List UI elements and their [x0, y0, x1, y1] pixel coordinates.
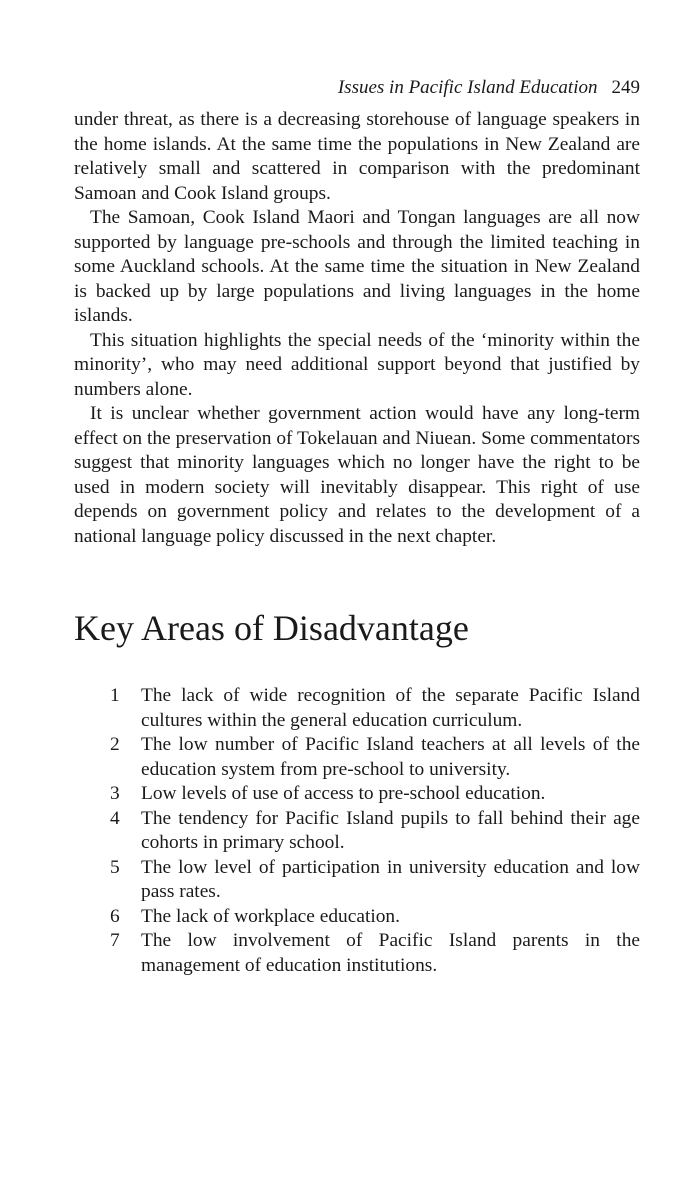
list-item-text: The low level of participation in university education and low pass rates.	[141, 856, 640, 902]
paragraph-continued: under threat, as there is a decreasing storehouse of language speakers in the home islands. At the same time the populations in New Zealand are relatively small and scattered in comparison with the predominant Samoan and Cook Island groups.	[74, 109, 640, 204]
list-item-text: The lack of workplace education.	[141, 905, 400, 927]
list-item-text: Low levels of use of access to pre-school education.	[141, 783, 546, 804]
list-item-number: 4	[110, 807, 120, 829]
paragraph: It is unclear whether government action would have any long-term effect on the preservation of Tokelauan and Niuean. Some commentators suggest that minority languages which no longer have the right to be used in modern society will inevitably disappear. This right of use depends on government policy and relates to the development of a national language policy discussed in the next chapter.	[74, 403, 640, 547]
list-item-number: 1	[110, 685, 120, 706]
list-item	[74, 782, 640, 807]
body-text	[74, 108, 640, 549]
list-item	[74, 856, 640, 905]
list-item-number: 2	[110, 734, 120, 755]
page-number: 249	[611, 77, 640, 98]
list-item-number: 5	[110, 856, 120, 878]
list-item-number: 3	[110, 783, 120, 804]
list-item-text: The tendency for Pacific Island pupils to fall behind their age cohorts in primary school.	[141, 807, 640, 853]
list-item	[74, 905, 640, 930]
list-item-text: The low involvement of Pacific Island parents in the management of education institutions.	[141, 930, 640, 976]
list-item-text: The lack of wide recognition of the separate Pacific Island cultures within the general education curriculum.	[141, 685, 640, 731]
list-item	[74, 684, 640, 733]
list-item-number: 7	[110, 930, 120, 951]
section-heading: Key Areas of Disadvantage	[74, 608, 469, 648]
paragraph: The Samoan, Cook Island Maori and Tongan languages are all now supported by language pre-schools and through the limited teaching in some Auckland schools. At the same time the situation in New Zealand is backed up by large populations and living languages in the home islands.	[74, 207, 640, 326]
paragraph: This situation highlights the special needs of the ‘minority within the minority’, who may need additional support beyond that justified by numbers alone.	[74, 329, 640, 400]
disadvantage-list	[74, 684, 640, 978]
list-item	[74, 807, 640, 856]
list-item-text: The low number of Pacific Island teachers at all levels of the education system from pre-school to university.	[141, 734, 640, 780]
list-item-number: 6	[110, 905, 120, 927]
list-item	[74, 733, 640, 782]
running-header	[74, 76, 640, 100]
running-title: Issues in Pacific Island Education	[337, 77, 598, 98]
list-item	[74, 929, 640, 978]
